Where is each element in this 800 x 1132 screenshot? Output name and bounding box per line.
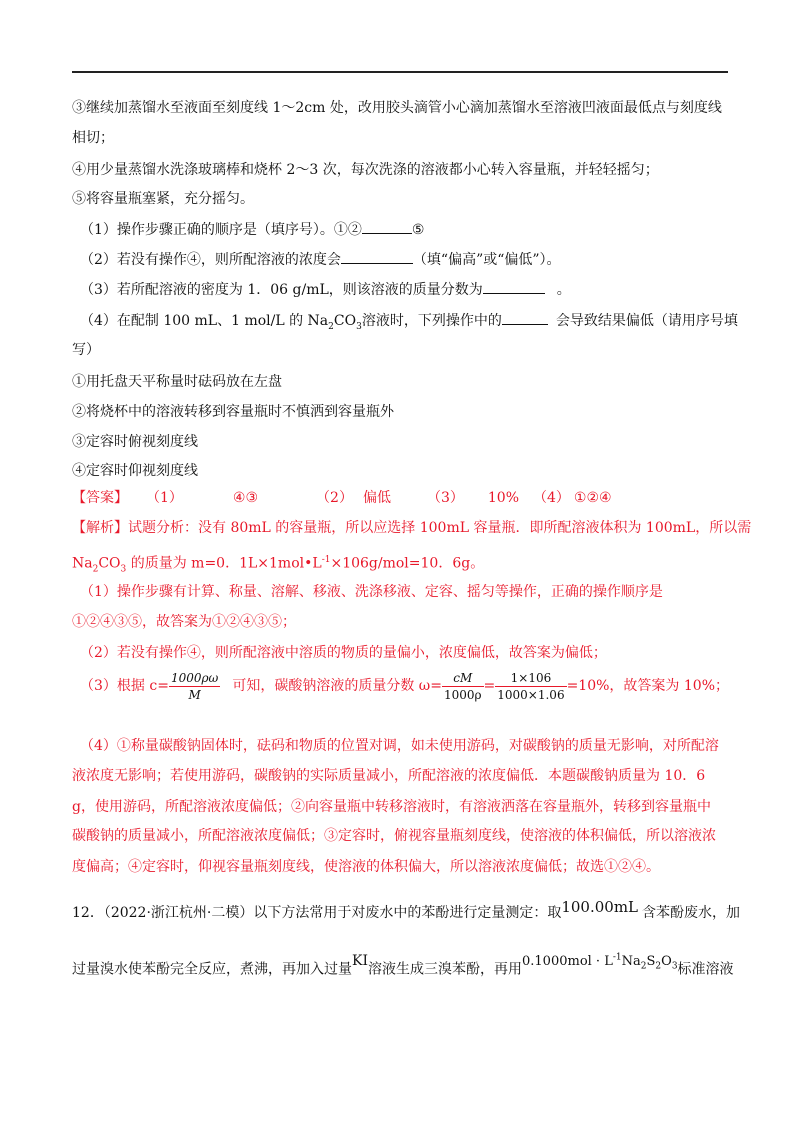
subscript: 2 [655,961,662,972]
question-12-text-2-end: 标准溶液 [677,961,734,978]
formula-part: Na [621,954,641,970]
question-4-text-mid: 溶液时，下列操作中的 [361,313,502,329]
answer-blank-1[interactable] [362,219,412,234]
answer-blank-2[interactable] [341,249,413,264]
question-1-end: ⑤ [411,222,425,238]
analysis-part-4-line-3: g，使用游码，所配溶液浓度偏低；②向容量瓶中转移溶液时，有溶液洒落在容量瓶外，转移到容量瓶中 [72,799,711,815]
fraction-3-numerator: 1×106 [495,670,566,687]
subscript: 2 [640,961,647,972]
fraction-1-numerator: 1000ρω [170,670,219,685]
option-1: ①用托盘天平称量时砝码放在左盘 [72,374,282,390]
answer-1-num: （1） [146,490,183,506]
fraction-3 [495,670,566,703]
analysis-part-1-line-2: ①②④③⑤，故答案为①②④③⑤； [72,614,296,630]
analysis-text-2: 的质量为 m=0．1L×1mol•L [126,555,322,572]
question-3-text: （3）若所配溶液的密度为 1．06 g/mL，则该溶液的质量分数为 [80,282,483,298]
question-2-end: （填“偏高”或“偏低”）。 [412,252,561,268]
question-1-text: （1）操作步骤正确的顺序是（填序号）。①② [80,222,362,238]
analysis-part-4-line-1: （4）①称量碳酸钠固体时，砝码和物质的位置对调，如未使用游码，对碳酸钠的质量无影响，对所配溶 [80,738,719,754]
step-4: ④用少量蒸馏水洗涤玻璃棒和烧杯 2～3 次，每次洗涤的溶液都小心转入容量瓶，并轻轻摇匀； [72,162,659,178]
subscript: 3 [120,564,127,575]
analysis-part-4-line-2: 液浓度无影响；若使用游码，碳酸钠的实际质量减小，所配溶液的浓度偏低．本题碳酸钠质量为 10．6 [72,768,706,784]
analysis-line-1 [72,518,751,538]
analysis-line-2 [72,550,484,579]
formula-part: S [646,954,656,970]
answer-1: ④③ [232,490,259,506]
fraction-3-denominator: 1000×1.06 [497,687,565,702]
answer-blank-4[interactable] [502,310,548,325]
answer-blank-3[interactable] [483,279,545,294]
question-12-line-2 [72,953,734,985]
question-12-text-2-mid: 溶液生成三溴苯酚，再用 [368,961,522,978]
analysis-text-2-end: ×106g/mol=10．6g。 [330,555,485,572]
answer-2: 偏低 [362,490,391,506]
option-4: ④定容时仰视刻度线 [72,463,198,479]
fraction-2-numerator: cM [442,670,484,687]
question-1 [80,219,424,240]
answer-label: 【答案】 [72,490,128,506]
volume-value: 100.00mL [561,898,639,916]
option-3: ③定容时俯视刻度线 [72,434,198,450]
fraction-2 [442,670,484,703]
question-4 [80,310,738,337]
analysis-text-1: 试题分析：没有 80mL 的容量瓶，所以应选择 100mL 容量瓶．即所配溶液体积为 100mL，所以需 [128,520,752,536]
question-12-text-1-end: 含苯酚废水，加 [642,905,741,921]
equals-sign: = [483,678,496,694]
analysis-part-1-line-1: （1）操作步骤有计算、称量、溶解、移液、洗涤移液、定容、摇匀等操作，正确的操作顺序是 [80,584,663,600]
fraction-1-denominator: M [188,687,201,702]
answer-4-num: （4） [533,490,570,506]
superscript: -1 [321,555,331,565]
subscript: 2 [92,564,99,575]
answer-4: ①②④ [573,490,612,506]
ki-formula: KI [352,953,368,970]
step-3-line-1: ③继续加蒸馏水至液面至刻度线 1～2cm 处，改用胶头滴管小心滴加蒸馏水至溶液凹液面最低点与刻度线 [72,100,722,116]
analysis-part-3-text-end: =10%，故答案为 10%； [566,678,729,694]
analysis-part-2: （2）若没有操作④，则所配溶液中溶质的物质的量偏小，浓度偏低，故答案为偏低； [80,645,607,661]
fraction-2-denominator: 1000ρ [443,687,482,702]
question-4-cont: 写） [72,342,100,358]
question-3 [80,279,571,300]
fraction-1 [169,670,220,703]
formula-part: O [661,954,672,970]
answer-2-num: （2） [316,490,353,506]
titrant-formula [522,953,678,972]
question-12-line-1 [72,898,741,923]
formula-part: Na [72,555,93,572]
analysis-part-4-line-4: 碳酸钠的质量减小，所配溶液浓度偏低；③定容时，俯视容量瓶刻度线，使溶液的体积偏低，所以溶液浓 [72,828,716,844]
subscript: 3 [671,961,678,972]
header-rule [72,71,728,73]
question-12-text-2: 过量溴水使苯酚完全反应，煮沸，再加入过量 [72,961,352,978]
analysis-part-3 [80,668,729,704]
question-4-formula: CO [333,313,357,329]
formula-part: CO [98,555,121,572]
question-3-end: 。 [556,282,571,298]
analysis-label: 【解析】 [72,520,128,536]
analysis-part-3-text-mid: 可知，碳酸钠溶液的质量分数 ω= [232,678,442,694]
analysis-part-3-text: （3）根据 c= [80,678,169,694]
subscript: 2 [328,321,334,332]
subscript: 3 [356,321,362,332]
step-5: ⑤将容量瓶塞紧，充分摇匀。 [72,191,254,207]
answer-3-num: （3） [426,490,464,506]
question-4-text: （4）在配制 100 mL、1 mol/L 的 Na [80,313,329,329]
question-2-text: （2）若没有操作④，则所配溶液的浓度会 [80,252,341,268]
question-2 [80,249,561,270]
analysis-part-4-line-5: 度偏高；④定容时，仰视容量瓶刻度线，使溶液的体积偏大，所以溶液浓度偏低；故选①②④。 [72,859,660,875]
question-4-end: 会导致结果偏低（请用序号填 [555,313,738,329]
question-12-text-1: 12．（2022·浙江杭州·二模）以下方法常用于对废水中的苯酚进行定量测定：取 [72,905,562,921]
answer-line [72,488,612,508]
option-2: ②将烧杯中的溶液转移到容量瓶时不慎洒到容量瓶外 [72,404,394,420]
titrant-concentration: 0.1000mol · L [522,954,613,970]
answer-3: 10% [487,490,519,506]
superscript: -1 [612,953,622,963]
step-3-line-2: 相切； [72,130,114,146]
